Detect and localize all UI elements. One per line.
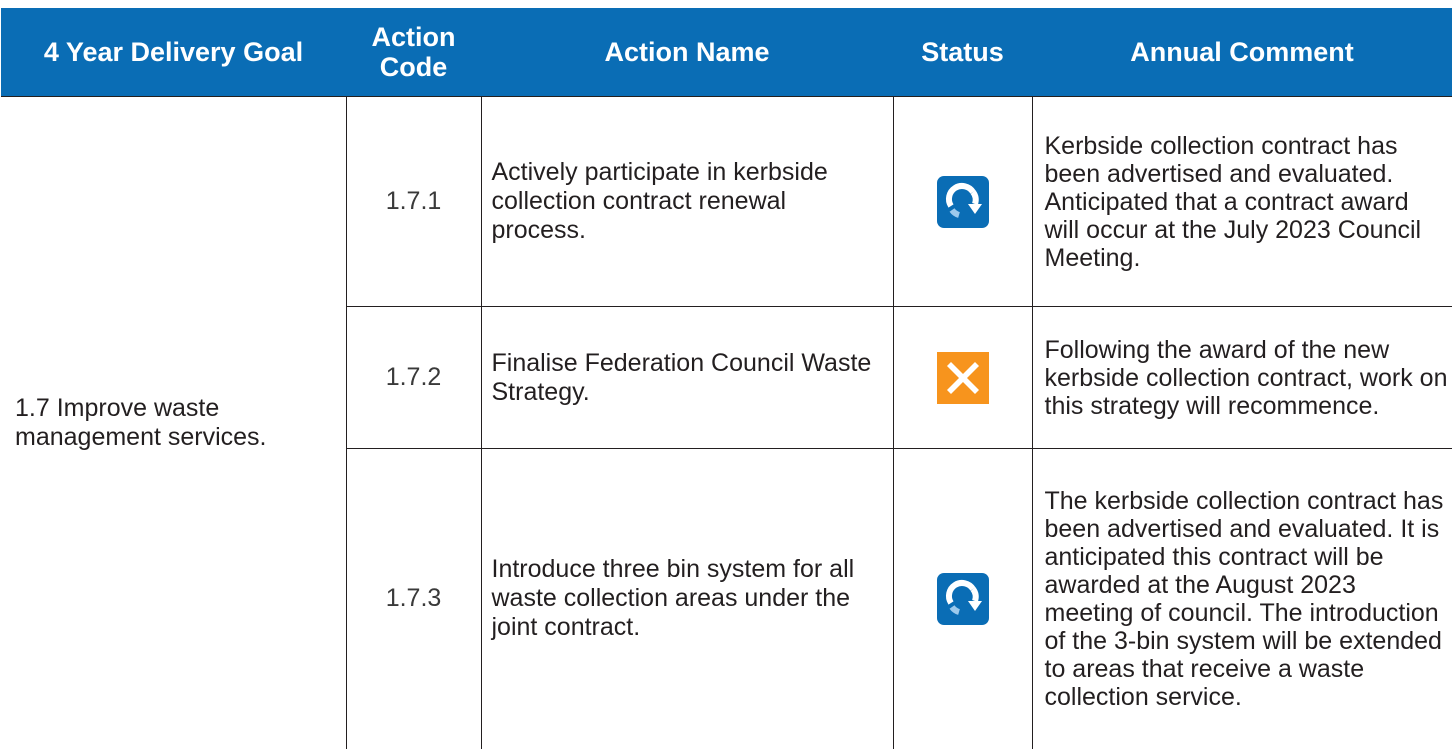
action-name-cell: Actively participate in kerbside collection contract renewal process.	[481, 97, 893, 307]
header-goal: 4 Year Delivery Goal	[1, 8, 346, 97]
action-code-cell: 1.7.3	[346, 449, 481, 749]
annual-comment-cell: The kerbside collection contract has been advertised and evaluated. It is anticipated this contract will be awarded at the August 2023 meeting of council. The introduction of the 3-bin system will be extended to areas that receive a waste collection service.	[1032, 449, 1452, 749]
annual-comment-cell: Following the award of the new kerbside collection contract, work on this strategy will recommence.	[1032, 307, 1452, 449]
status-cell	[893, 97, 1032, 307]
table-row	[1, 97, 1452, 307]
in-progress-icon	[937, 573, 989, 625]
delivery-goal-cell: 1.7 Improve waste management services.	[1, 97, 346, 749]
annual-comment-cell: Kerbside collection contract has been advertised and evaluated. Anticipated that a contract award will occur at the July 2023 Council Meeting.	[1032, 97, 1452, 307]
action-code-cell: 1.7.2	[346, 307, 481, 449]
top-margin	[0, 0, 1453, 8]
table-header-row	[1, 8, 1452, 97]
action-name-cell: Introduce three bin system for all waste collection areas under the joint contract.	[481, 449, 893, 749]
not-started-icon	[937, 352, 989, 404]
header-action-code: Action Code	[346, 8, 481, 97]
action-code-cell: 1.7.1	[346, 97, 481, 307]
action-name-cell: Finalise Federation Council Waste Strategy.	[481, 307, 893, 449]
header-annual-comment: Annual Comment	[1032, 8, 1452, 97]
header-action-name: Action Name	[481, 8, 893, 97]
in-progress-icon	[937, 176, 989, 228]
status-cell	[893, 449, 1032, 749]
action-plan-table	[1, 8, 1452, 749]
header-status: Status	[893, 8, 1032, 97]
status-cell	[893, 307, 1032, 449]
